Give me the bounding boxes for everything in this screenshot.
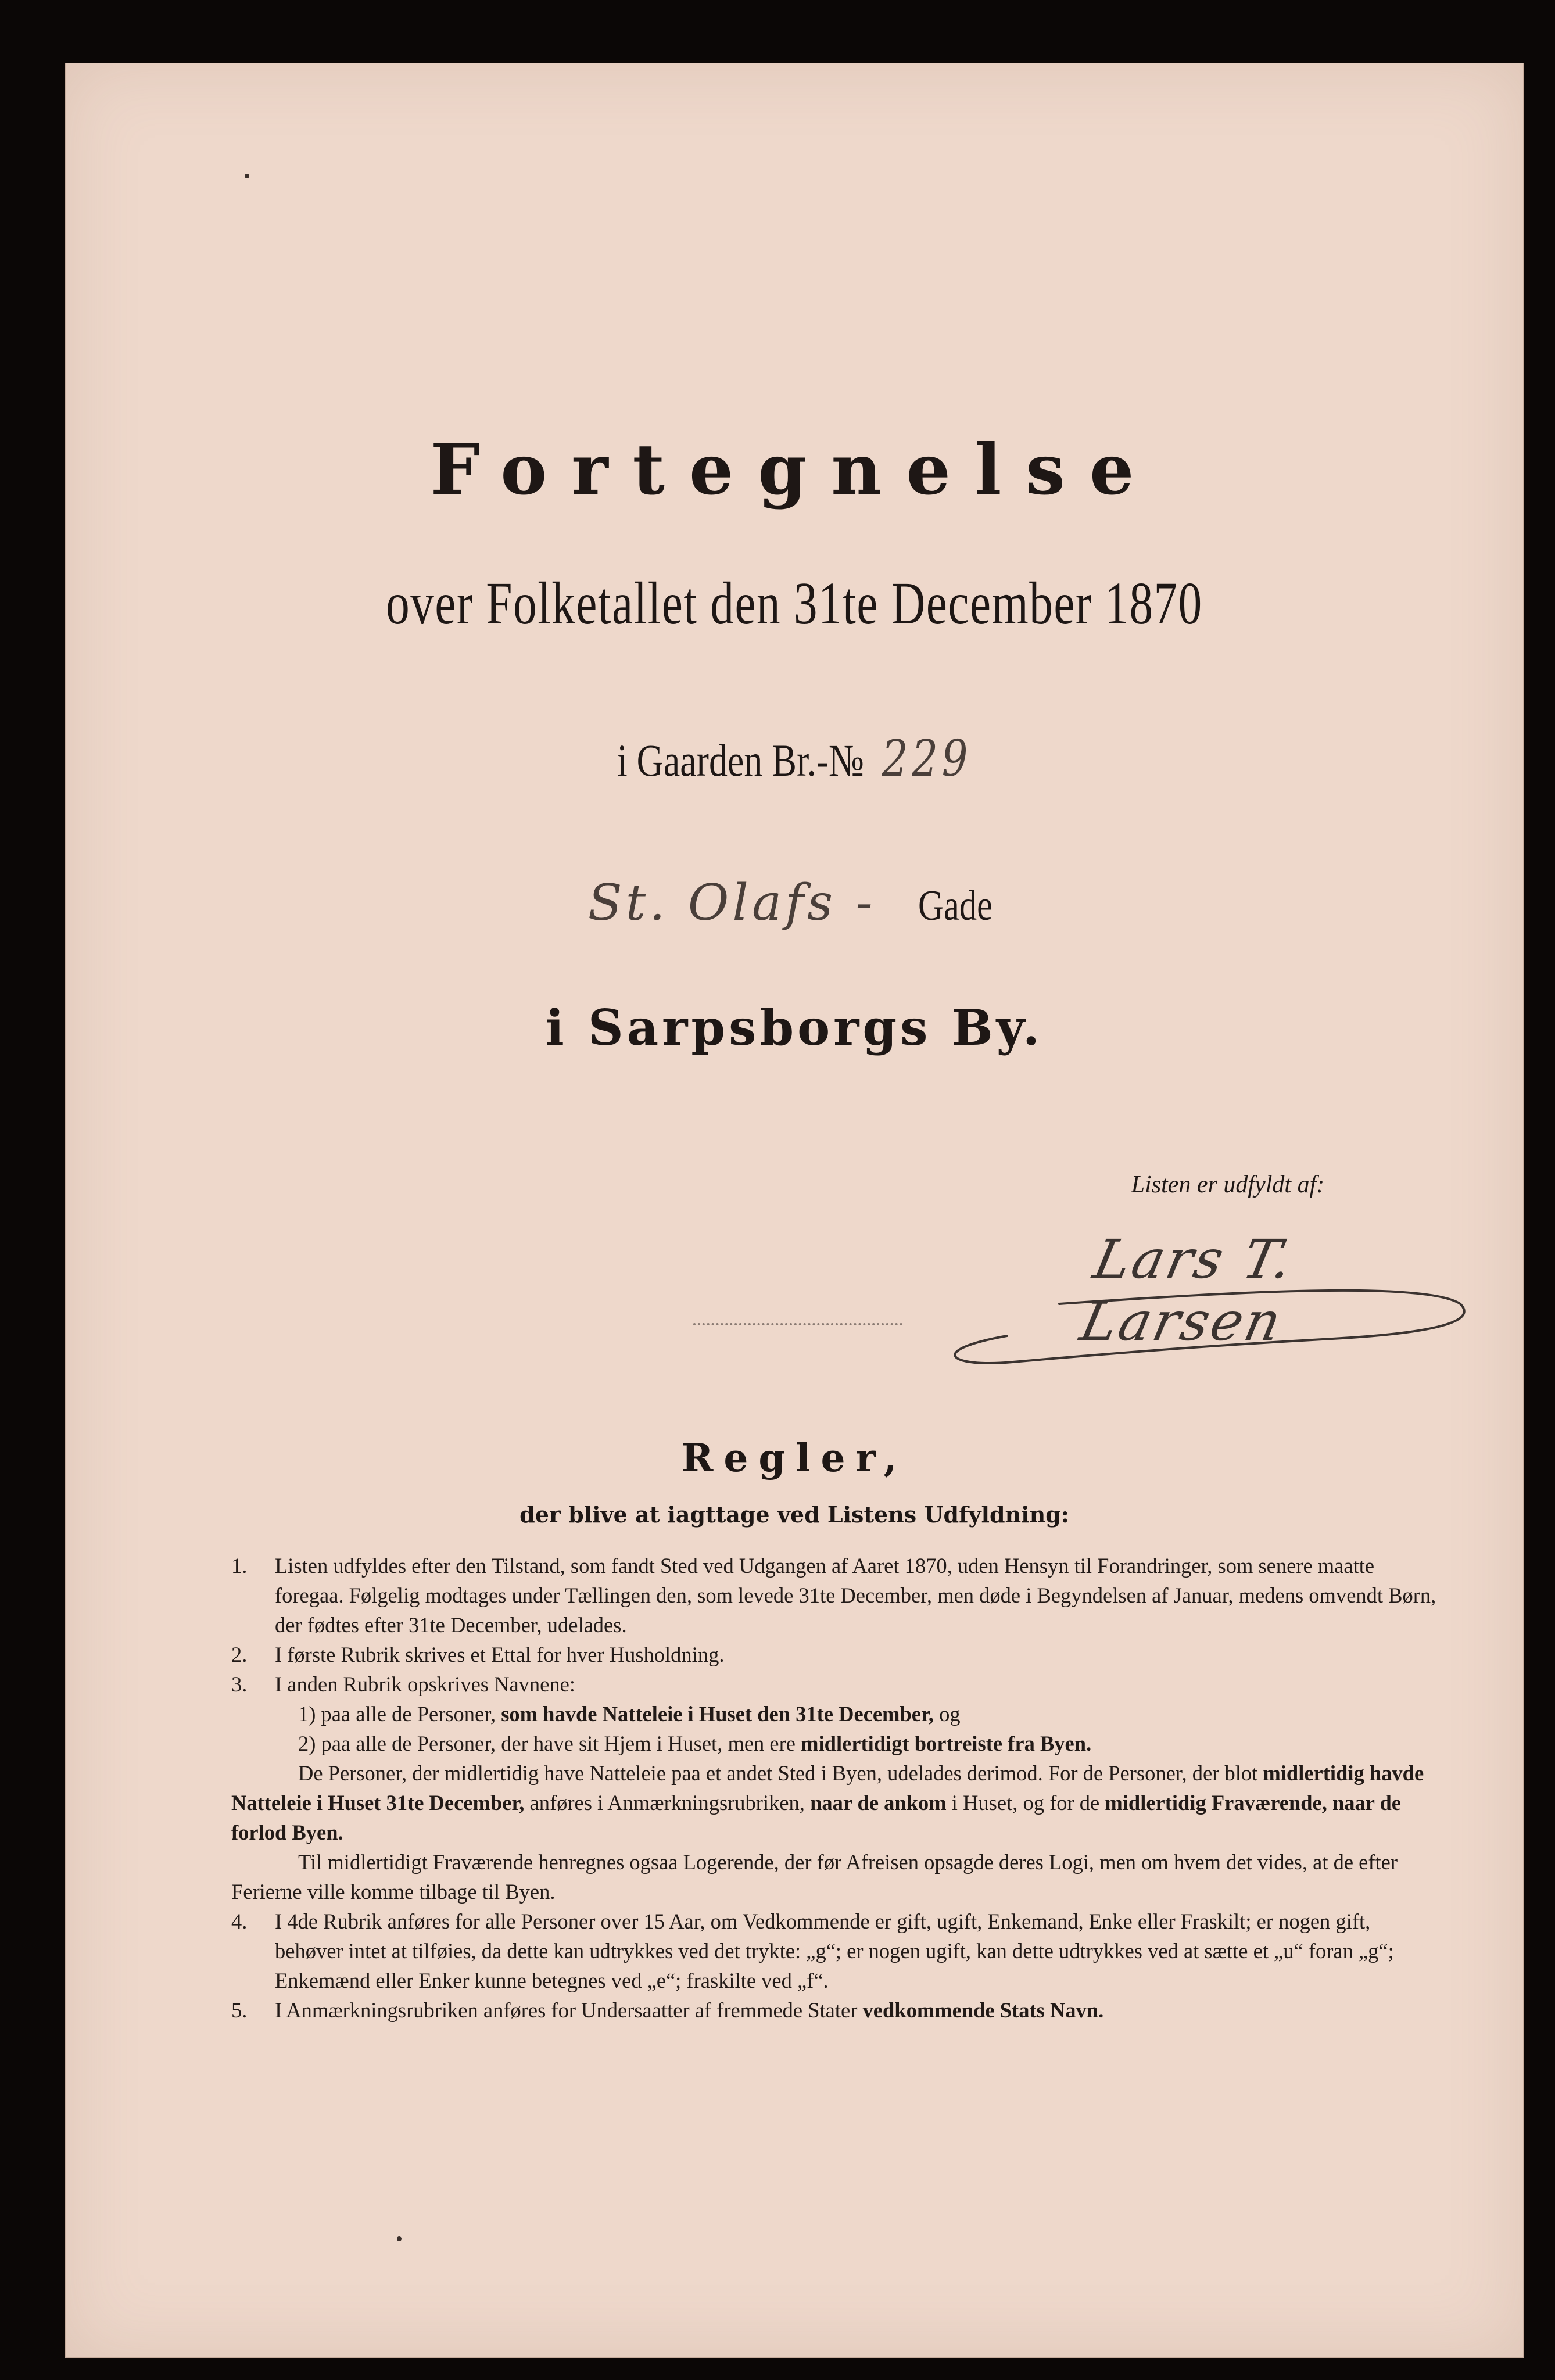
signature-flourish (926, 1217, 1484, 1379)
town-heading: i Sarpsborgs By. (545, 999, 1044, 1056)
rule-emphasis: som havde Natteleie i Huset den 31te December, (501, 1702, 934, 1726)
rule-text: I anden Rubrik opskrives Navnene: (275, 1672, 575, 1696)
rule-item (231, 1669, 1440, 1699)
street-line (66, 871, 1523, 938)
rule-subitem (231, 1729, 1440, 1758)
rule-emphasis: midlertidigt bortreiste fra Byen. (801, 1732, 1092, 1755)
rule-text: De Personer, der midlertidig have Natteleie paa et andet Sted i Byen, udelades derimod. For de Personer, der blot (298, 1761, 1263, 1785)
rule-number: 2. (231, 1643, 248, 1666)
rules-title: Regler, (681, 1435, 908, 1481)
form-subtitle: over Folketallet den 31te December 1870 (386, 570, 1203, 637)
census-form-page (65, 63, 1524, 2358)
paper-speck (245, 174, 249, 178)
rule-subitem (231, 1699, 1440, 1729)
rules-list (231, 1551, 1440, 2025)
rule-item (231, 1906, 1440, 1995)
rule-text: anføres i Anmærkningsrubriken, (524, 1791, 811, 1815)
rule-emphasis: midlertidig Fraværende, naar de forlod Byen. (231, 1791, 1401, 1844)
signature-text: Lars T. Larsen (1075, 1228, 1300, 1353)
rule-text: Listen udfyldes efter den Tilstand, som fandt Sted ved Udgangen af Aaret 1870, uden Hensyn til Forandringer, som senere maatte foregaa. Følgelig modtages under Tællingen den, som levede 31te December, men døde i Begyndelsen af Januar, medens omvendt Børn, der fødtes efter 31te December, udelades. (275, 1554, 1436, 1637)
rule-number: 1. (231, 1554, 248, 1578)
gaard-number: 229 (882, 730, 972, 788)
rule-item (231, 1995, 1440, 2025)
rule-number: 4. (231, 1909, 248, 1933)
rule-text: I 4de Rubrik anføres for alle Personer over 15 Aar, om Vedkommende er gift, ugift, Enkemand, Enke eller Fraskilt; er nogen gift, behøver intet at tilføies, da dette kan udtrykkes ved det trykte: „g“; er nogen ugift, kan dette udtrykkes ved at sætte et „u“ foran „g“; Enkemænd eller Enker kunne betegnes ved „e“; fraskilte ved „f“. (275, 1909, 1394, 1992)
rule-text: 1) paa alle de Personer, (298, 1702, 501, 1726)
rule-emphasis: naar de ankom (810, 1791, 947, 1815)
rule-note (231, 1758, 1440, 1847)
rules-subtitle: der blive at iagttage ved Listens Udfyldning: (519, 1501, 1069, 1528)
rule-emphasis: midlertidig havde Natteleie i Huset 31te December, (231, 1761, 1424, 1815)
rule-item (231, 1551, 1440, 1640)
rule-text: 2) paa alle de Personer, der have sit Hjem i Huset, men ere (298, 1732, 801, 1755)
rule-note (231, 1847, 1440, 1906)
street-name: St. Olafs - (587, 874, 876, 932)
rule-number: 3. (231, 1672, 248, 1696)
street-suffix: Gade (918, 882, 993, 930)
rule-item (231, 1640, 1440, 1669)
rule-text: I Anmærkningsrubriken anføres for Undersaatter af fremmede Stater (275, 1998, 863, 2022)
rule-text: I første Rubrik skrives et Ettal for hver Husholdning. (275, 1643, 725, 1666)
rule-text: Til midlertidigt Fraværende henregnes ogsaa Logerende, der før Afreisen opsagde deres Logi, men om hvem det vides, at de efter Ferierne ville komme tilbage til Byen. (231, 1850, 1398, 1904)
rule-emphasis: vedkommende Stats Navn. (862, 1998, 1104, 2022)
paper-speck (397, 2236, 402, 2241)
rule-text: og (933, 1702, 961, 1726)
rule-text: i Huset, og for de (946, 1791, 1105, 1815)
gaard-line (197, 727, 1392, 793)
signature-dotted-line (693, 1323, 902, 1325)
rule-number: 5. (231, 1998, 248, 2022)
form-title: Fortegnelse (430, 429, 1159, 511)
filled-by-label: Listen er udfyldt af: (1131, 1171, 1325, 1198)
gaard-label: i Gaarden Br.-№ (617, 735, 865, 786)
signature (926, 1217, 1484, 1379)
